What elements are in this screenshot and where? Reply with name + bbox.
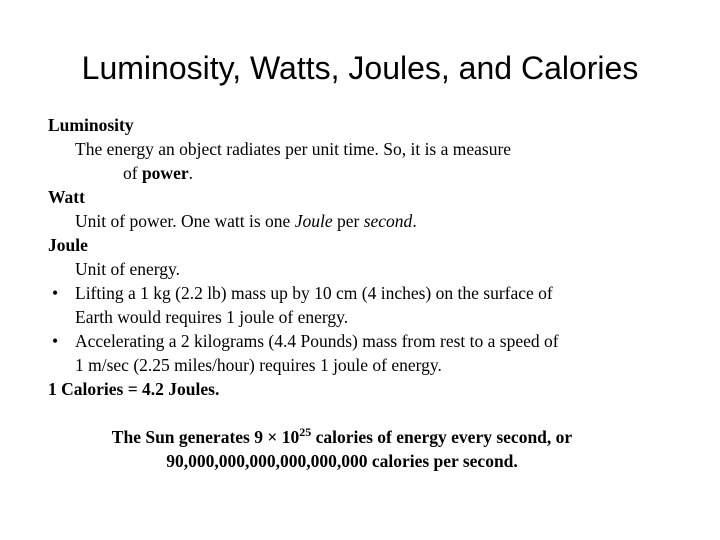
joule-bullet-2-line-1 xyxy=(48,329,688,353)
calories-equation: 1 Calories = 4.2 Joules. xyxy=(48,379,220,399)
luminosity-definition-line-2 xyxy=(48,161,688,185)
joule-definition: Unit of energy. xyxy=(75,259,180,279)
watt-heading: Watt xyxy=(48,187,85,207)
bullet-text: Accelerating a 2 kilograms (4.4 Pounds) mass from rest to a speed of xyxy=(75,331,559,351)
joule-heading: Joule xyxy=(48,235,88,255)
watt-def-per: per xyxy=(332,211,364,231)
watt-def-suffix: . xyxy=(412,211,417,231)
joule-emphasis: Joule xyxy=(294,211,333,231)
watt-def-prefix: Unit of power. One watt is one xyxy=(75,211,295,231)
sun-line-1-suffix: calories of energy every second, or xyxy=(311,427,573,447)
joule-bullet-1-line-1 xyxy=(48,281,688,305)
power-emphasis: power xyxy=(141,163,189,183)
slide-body xyxy=(48,113,688,401)
exponent: 25 xyxy=(299,425,312,440)
luminosity-def-prefix: of xyxy=(123,163,142,183)
sun-statement-line-1 xyxy=(0,425,684,449)
luminosity-def-suffix: . xyxy=(188,163,193,183)
sun-energy-statement xyxy=(0,425,684,473)
luminosity-heading: Luminosity xyxy=(48,115,134,135)
bullet-icon: • xyxy=(52,331,59,351)
second-emphasis: second xyxy=(363,211,413,231)
slide-title: Luminosity, Watts, Joules, and Calories xyxy=(81,50,639,86)
bullet-icon: • xyxy=(52,283,59,303)
bullet-text: Lifting a 1 kg (2.2 lb) mass up by 10 cm (4 inches) on the surface of xyxy=(75,283,553,303)
luminosity-definition-line-1: The energy an object radiates per unit time. So, it is a measure xyxy=(75,139,512,159)
sun-line-1-prefix: The Sun generates 9 × 10 xyxy=(111,427,300,447)
joule-bullet-1-line-2: Earth would requires 1 joule of energy. xyxy=(75,307,349,327)
watt-definition xyxy=(48,209,688,233)
sun-statement-line-2: 90,000,000,000,000,000,000 calories per second. xyxy=(166,451,518,471)
joule-bullet-2-line-2: 1 m/sec (2.25 miles/hour) requires 1 joule of energy. xyxy=(75,355,442,375)
